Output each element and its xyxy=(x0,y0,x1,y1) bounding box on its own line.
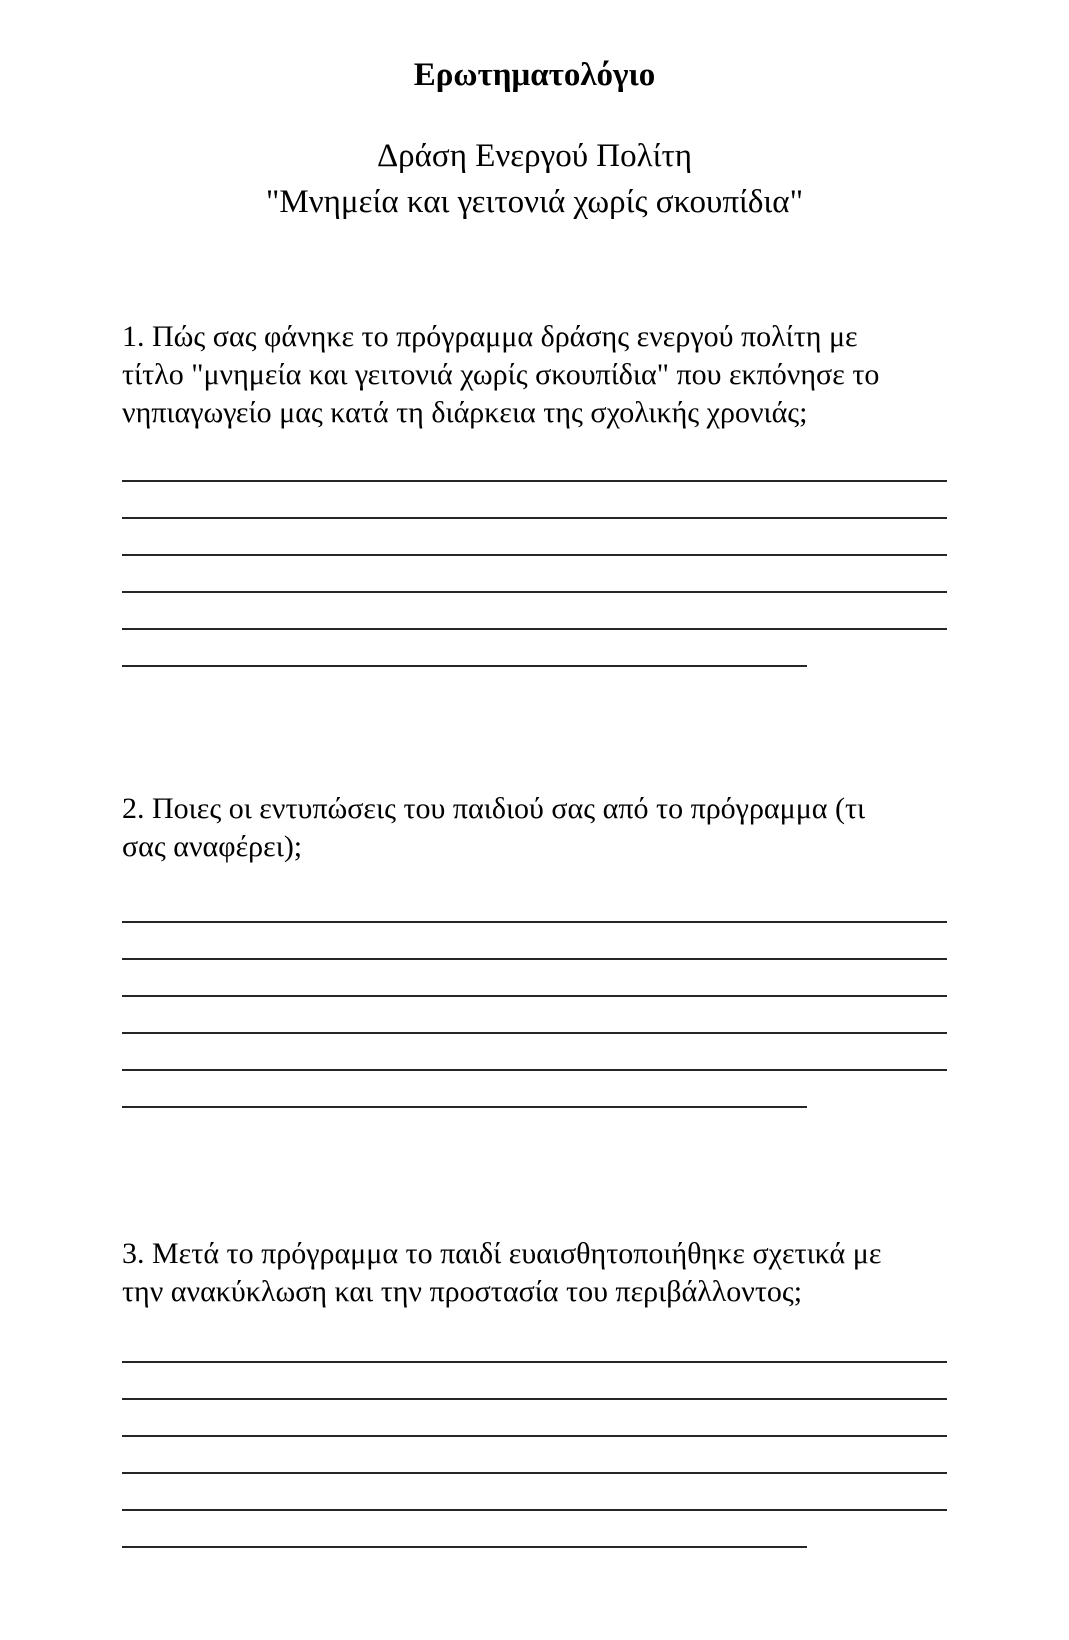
answer-line xyxy=(122,960,947,997)
question-3-text-line: την ανακύκλωση και την προστασία του περιβάλλοντος; xyxy=(122,1275,803,1308)
answer-line-short xyxy=(122,630,807,667)
question-2-answer-lines xyxy=(122,886,947,1108)
answer-line xyxy=(122,1437,947,1474)
question-1-text-line: τίτλο "μνημεία και γειτονιά χωρίς σκουπίδια" που εκπόνησε το xyxy=(122,358,880,391)
page-title: Ερωτηματολόγιο xyxy=(413,57,656,93)
question-2-text-line: σας αναφέρει); xyxy=(122,830,303,863)
question-2-text-line: 2. Ποιες οι εντυπώσεις του παιδιού σας από το πρόγραμμα (τι xyxy=(122,792,866,825)
answer-line xyxy=(122,1363,947,1400)
question-1-text-line: νηπιαγωγείο μας κατά τη διάρκεια της σχολικής χρονιάς; xyxy=(122,396,808,429)
question-3-text xyxy=(122,1235,947,1311)
question-3-answer-lines xyxy=(122,1326,947,1548)
subtitle-line-1: Δράση Ενεργού Πολίτη xyxy=(376,138,693,174)
question-2 xyxy=(122,790,947,1108)
answer-line xyxy=(122,886,947,923)
question-1-text-line: 1. Πώς σας φάνηκε το πρόγραμμα δράσης ενεργού πολίτη με xyxy=(122,320,858,353)
question-1 xyxy=(122,318,947,667)
subtitle-line-2: "Μνημεία και γειτονιά χωρίς σκουπίδια" xyxy=(265,184,804,220)
answer-line xyxy=(122,445,947,482)
question-2-text xyxy=(122,790,947,866)
answer-line xyxy=(122,1326,947,1363)
answer-line-short xyxy=(122,1511,807,1548)
question-3 xyxy=(122,1235,947,1548)
document-subtitle xyxy=(122,133,947,225)
answer-line xyxy=(122,556,947,593)
answer-line xyxy=(122,593,947,630)
answer-line xyxy=(122,1474,947,1511)
answer-line xyxy=(122,482,947,519)
answer-line xyxy=(122,923,947,960)
answer-line xyxy=(122,519,947,556)
question-1-answer-lines xyxy=(122,445,947,667)
answer-line xyxy=(122,1034,947,1071)
question-3-text-line: 3. Μετά το πρόγραμμα το παιδί ευαισθητοποιήθηκε σχετικά με xyxy=(122,1237,882,1270)
answer-line xyxy=(122,997,947,1034)
answer-line-short xyxy=(122,1071,807,1108)
question-1-text xyxy=(122,318,947,432)
answer-line xyxy=(122,1400,947,1437)
